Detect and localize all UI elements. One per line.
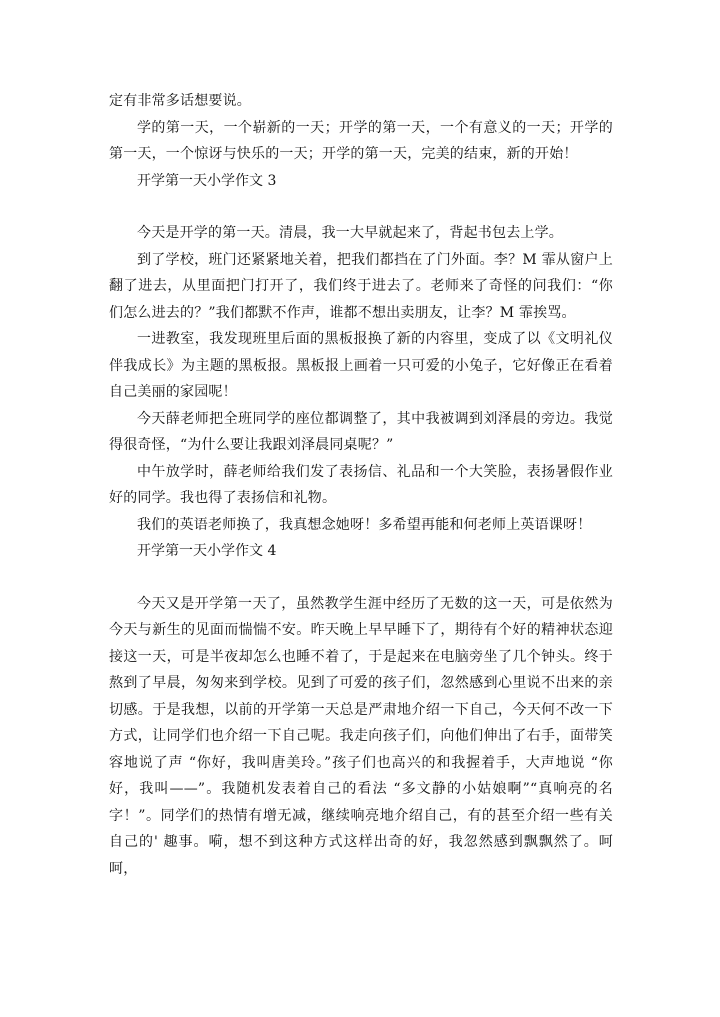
paragraph-continuation: 定有非常多话想要说。 [109,93,251,109]
essay-title-3: 开学第一天小学作文 3 [137,172,277,189]
paragraph-english-teacher: 我们的英语老师换了，我真想念她呀！多希望再能和何老师上英语课呀！ [137,516,592,533]
paragraph-blackboard: 一进教室，我发现班里后面的黑板报换了新的内容里，变成了以《文明礼仪伴我成长》为主题的黑板报。黑板报上画着一只可爱的小兔子，它好像正在看着自己美丽的家园呢！ [109,331,613,400]
paragraph-praise-letter: 中午放学时，薛老师给我们发了表扬信、礼品和一个大笑脸，表扬暑假作业好的同学。我也得了表扬信和礼物。 [109,463,613,506]
paragraph-classroom-door: 到了学校，班门还紧紧地关着，把我们都挡在了门外面。李？M 霏从窗户上翻了进去，从里面把门打开了，我们终于进去了。老师来了奇怪的问我们：“你们怎么进去的？”我们都默不作声，谁都不想出卖朋友，让李？M 霏挨骂。 [109,251,613,321]
document-page [109,88,613,882]
blank-line [109,194,613,220]
paragraph-morning: 今天是开学的第一天。清晨，我一大早就起来了，背起书包去上学。 [137,225,563,241]
paragraph-seating: 今天薛老师把全班同学的座位都调整了，其中我被调到刘泽晨的旁边。我觉得很奇怪，“为什么要让我跟刘泽晨同桌呢？” [109,410,613,453]
blank-line [109,565,613,591]
essay-title-4: 开学第一天小学作文 4 [137,543,277,559]
paragraph-first-day-summary: 学的第一天，一个崭新的一天；开学的第一天，一个有意义的一天；开学的第一天，一个惊讶与快乐的一天；开学的第一天，完美的结束，新的开始！ [109,119,613,162]
paragraph-teacher-first-day: 今天又是开学第一天了，虽然教学生涯中经历了无数的这一天，可是依然为今天与新生的见面而惴惴不安。昨天晚上早早睡下了，期待有个好的精神状态迎接这一天，可是半夜却怎么也睡不着了，于是起来在电脑旁坐了几个钟头。终于熬到了早晨，匆匆来到学校。见到了可爱的孩子们，忽然感到心里说不出来的亲切感。于是我想，以前的开学第一天总是严肃地介绍一下自己，今天何不改一下方式，让同学们也介绍一下自己呢。我走向孩子们，向他们伸出了右手，面带笑容地说了声 “你好，我叫唐美玲。”孩子们也高兴的和我握着手，大声地说 “你好，我叫——”。我随机发表着自己的看法 “多文静的小姑娘啊”“真响亮的名字！”。同学们的热情有增无减，继续响亮地介绍自己，有的甚至介绍一些有关自己的' 趣事。嗬，想不到这种方式这样出奇的好，我忽然感到飘飘然了。呵呵， [109,595,613,877]
